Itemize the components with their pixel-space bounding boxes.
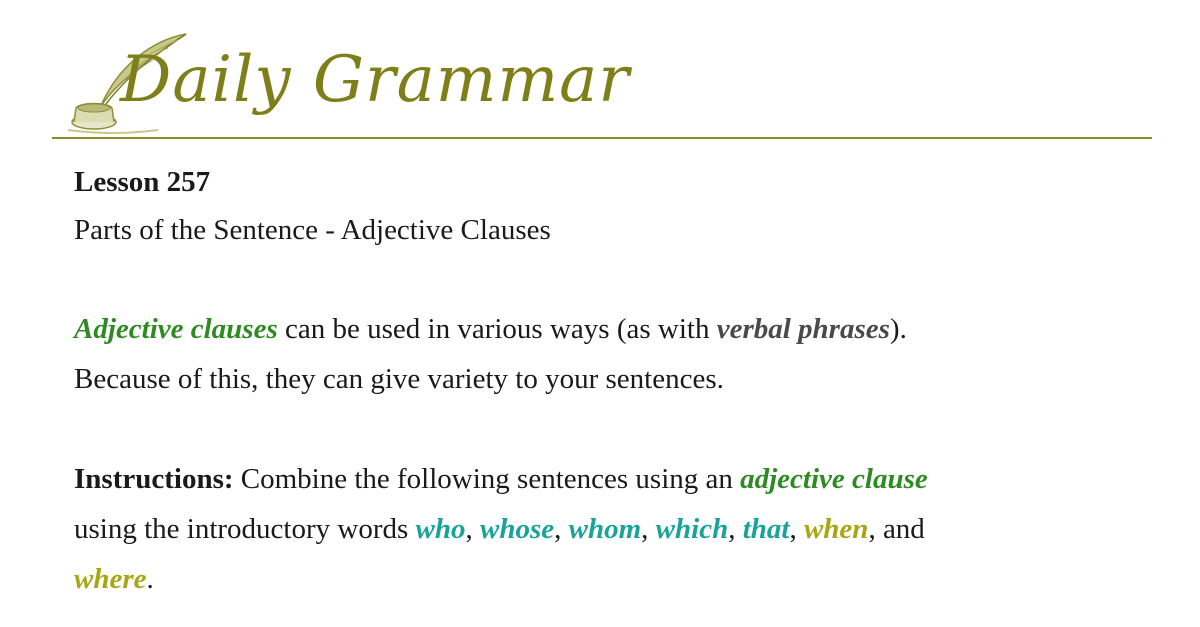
word-who: who bbox=[415, 513, 466, 545]
term-adjective-clauses: Adjective clauses bbox=[74, 313, 278, 345]
term-verbal-phrases: verbal phrases bbox=[716, 313, 890, 345]
word-which: which bbox=[655, 513, 729, 545]
site-header bbox=[52, 18, 1152, 138]
word-when: when bbox=[803, 513, 869, 545]
separator: , bbox=[789, 513, 804, 545]
word-whom: whom bbox=[568, 513, 642, 545]
sentence-end: . bbox=[146, 563, 154, 595]
lesson-content bbox=[74, 158, 1154, 604]
and-text: , and bbox=[868, 513, 925, 545]
lesson-number: Lesson 257 bbox=[74, 166, 211, 198]
term-adjective-clause: adjective clause bbox=[740, 463, 928, 495]
intro-text-2: ). bbox=[889, 313, 907, 345]
separator: , bbox=[554, 513, 569, 545]
intro-text-3: Because of this, they can give variety to your sentences. bbox=[74, 363, 724, 395]
separator: , bbox=[641, 513, 656, 545]
instructions-text-1: Combine the following sentences using an bbox=[233, 463, 741, 495]
instructions-paragraph bbox=[74, 454, 1154, 604]
separator: , bbox=[465, 513, 480, 545]
word-whose: whose bbox=[480, 513, 555, 545]
instructions-text-2: using the introductory words bbox=[74, 513, 416, 545]
intro-paragraph bbox=[74, 304, 1154, 404]
intro-text-1: can be used in various ways (as with bbox=[277, 313, 717, 345]
header-divider bbox=[52, 137, 1152, 139]
site-logo-text[interactable]: Daily Grammar bbox=[120, 43, 630, 117]
lesson-title: Parts of the Sentence - Adjective Clauses bbox=[74, 214, 551, 246]
word-where: where bbox=[74, 563, 147, 595]
separator: , bbox=[728, 513, 743, 545]
word-that: that bbox=[742, 513, 790, 545]
instructions-label: Instructions: bbox=[74, 463, 234, 495]
